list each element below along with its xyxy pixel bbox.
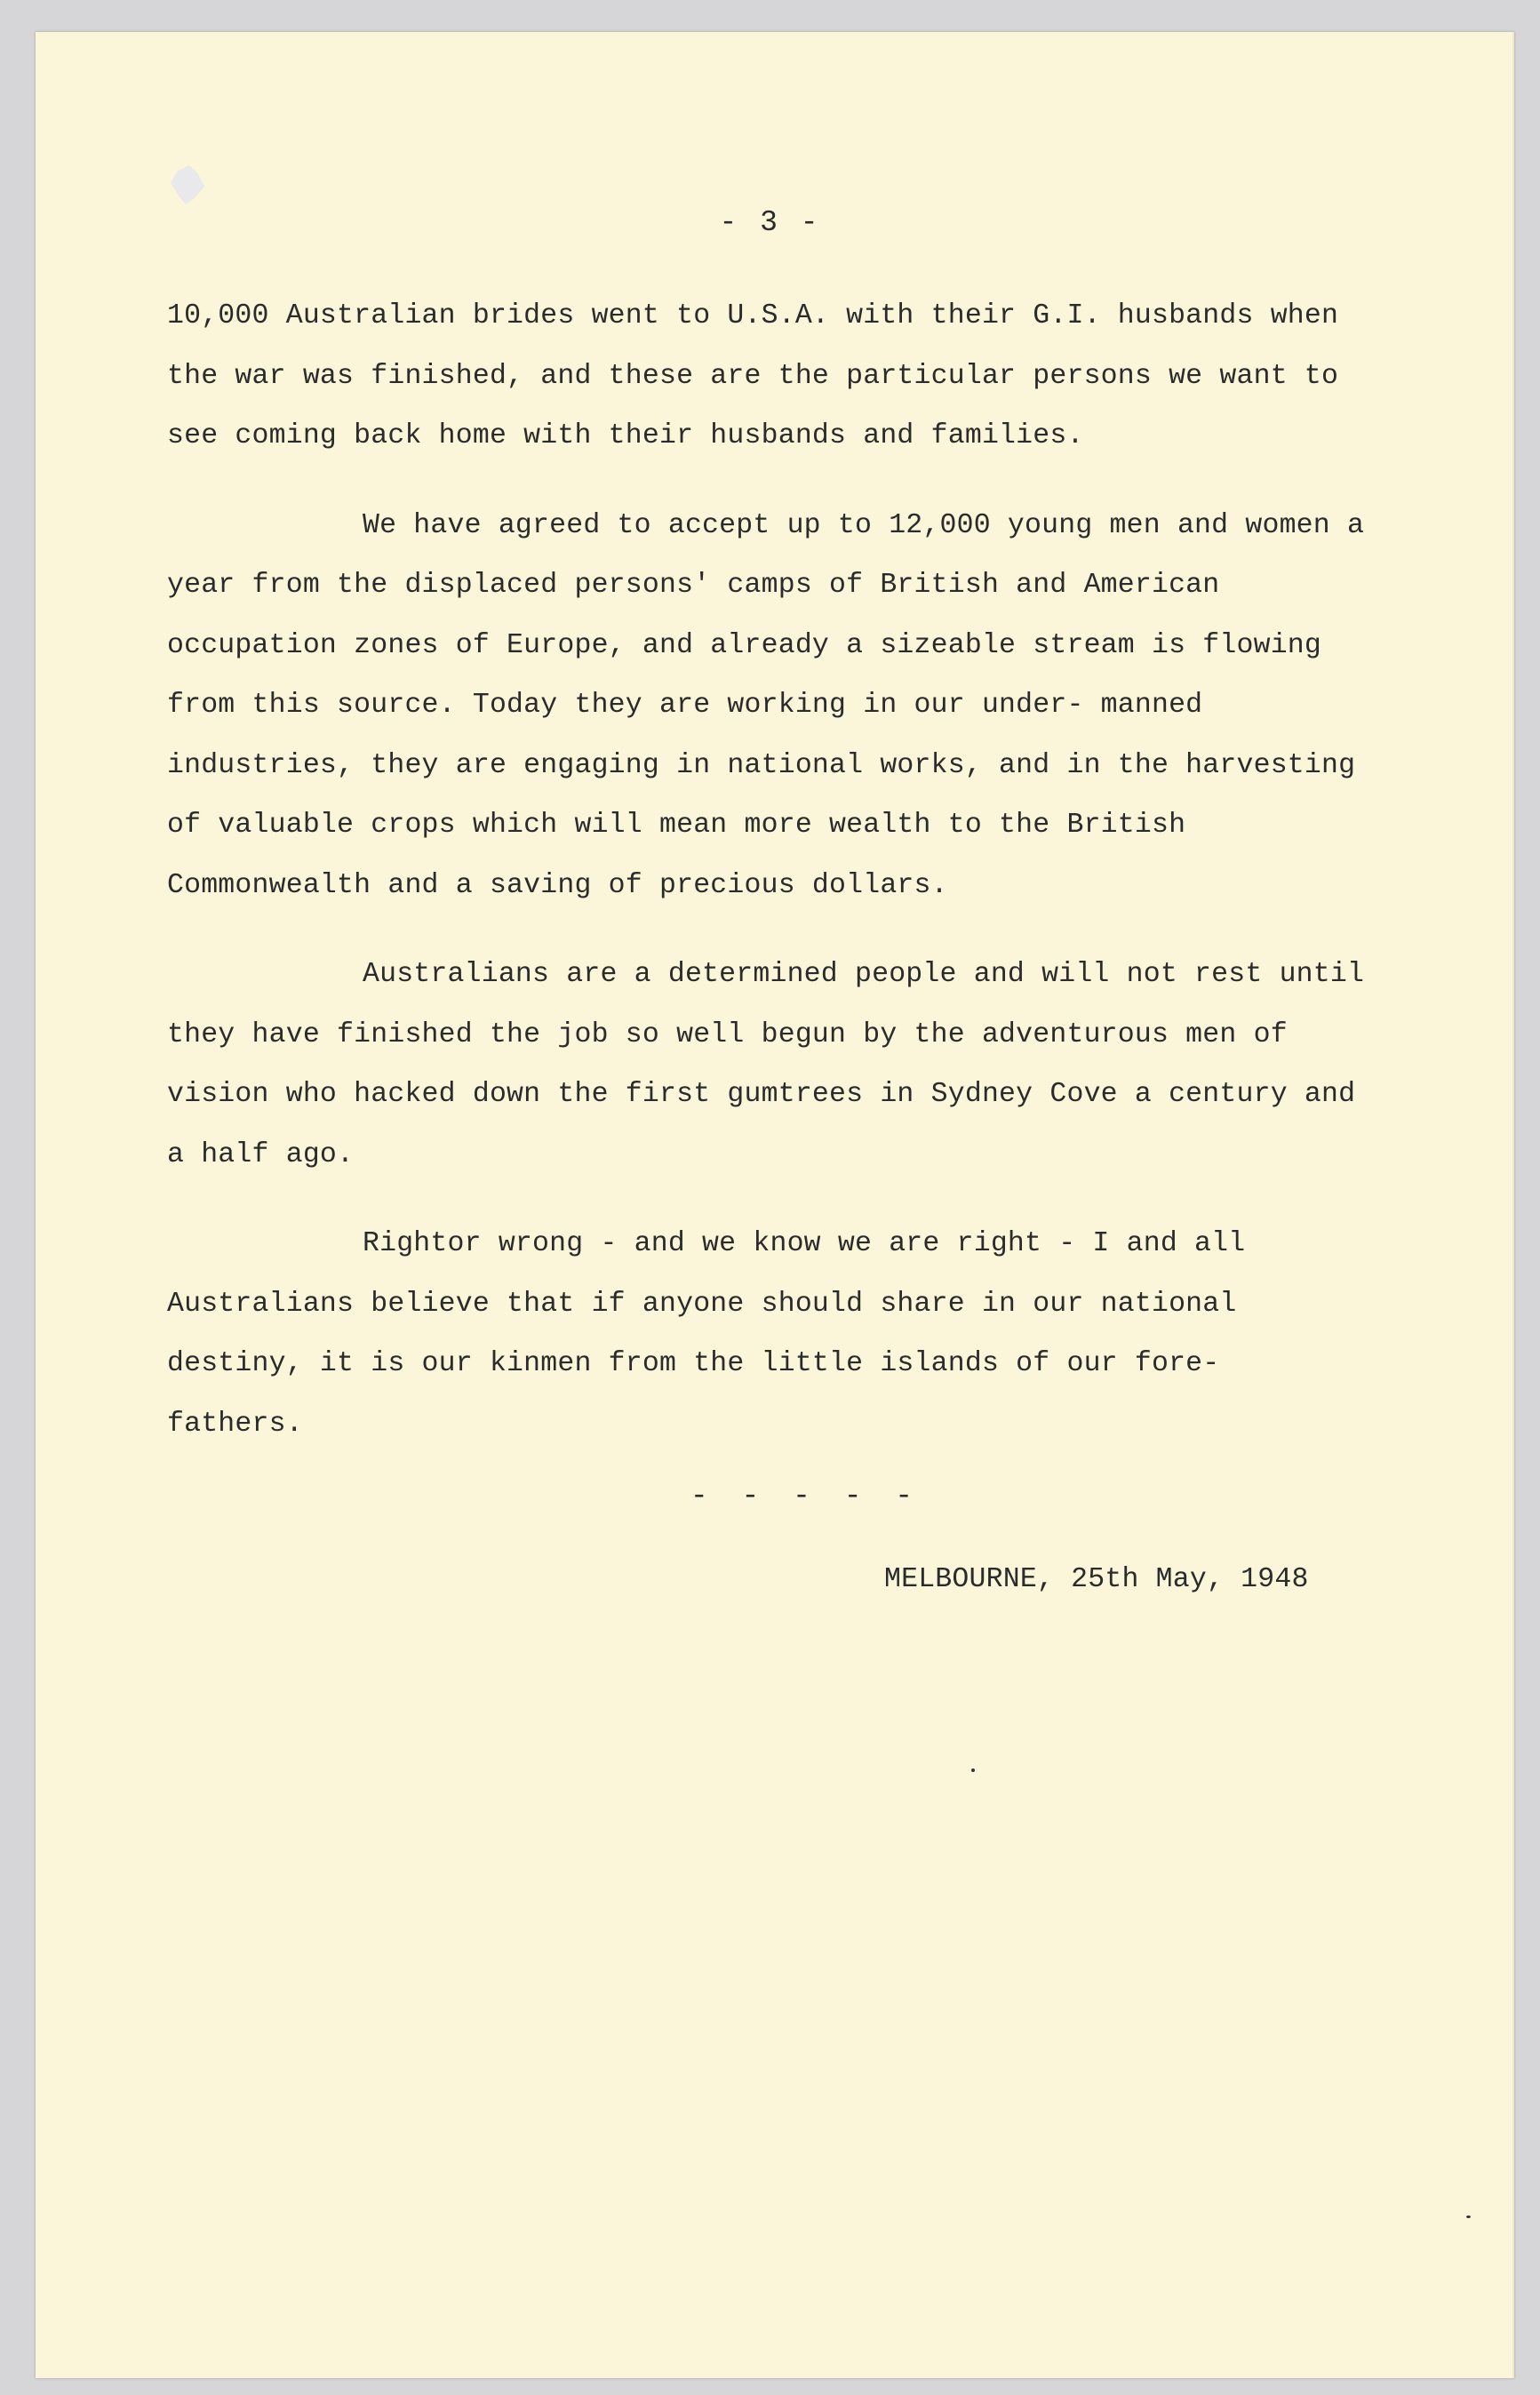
- paragraph-3: [167, 945, 1367, 1185]
- paragraph-text: Rightor wrong - and we know we are right - I and all Australians believe that if anyone should share in our national destiny, it is our kinmen from the little islands of our fore- fathers.: [167, 1228, 1246, 1440]
- paragraph-text: 10,000 Australian brides went to U.S.A. with their G.I. husbands when the war was finished, and these are the particular persons we want to see coming back home with their husbands and families.: [167, 300, 1339, 451]
- paragraph-text: Australians are a determined people and will not rest until they have finished the job so well begun by the adventurous men of vision who hacked down the first gumtrees in Sydney Cove a century and a half ago.: [167, 959, 1365, 1170]
- ink-speck: [1466, 2215, 1471, 2218]
- document-body: [167, 286, 1367, 1483]
- paragraph-2: [167, 496, 1367, 916]
- page-number: - 3 -: [719, 206, 821, 239]
- paragraph-4: [167, 1214, 1367, 1454]
- section-separator: - - - - -: [690, 1480, 922, 1513]
- paragraph-1: [167, 286, 1367, 467]
- dateline: MELBOURNE, 25th May, 1948: [884, 1564, 1309, 1595]
- paragraph-text: We have agreed to accept up to 12,000 young men and women a year from the displaced persons' camps of British and American occupation zones of Europe, and already a sizeable stream is flowing from this source. Today they are working in our under- manned industries, they are engaging in national works, and in the harvesting of valuable crops which will mean more wealth to the British Commonwealth and a saving of precious dollars.: [167, 509, 1365, 901]
- punch-hole: [171, 165, 204, 204]
- ink-speck: [971, 1768, 975, 1772]
